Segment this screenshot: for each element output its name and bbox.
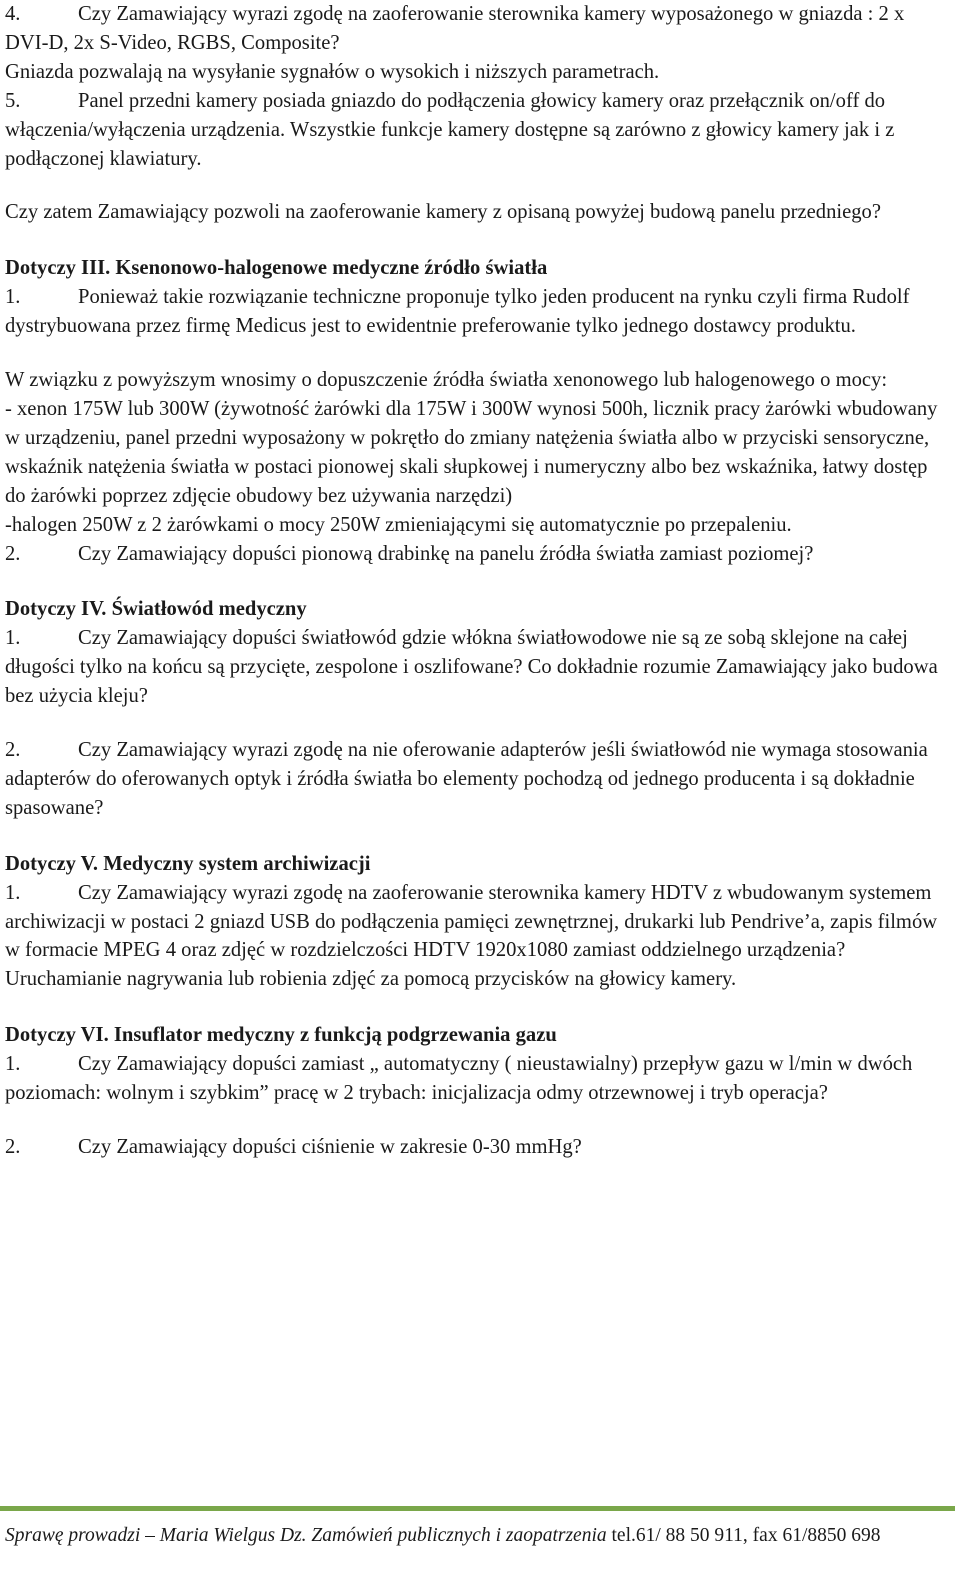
- section-iii-intro-paragraph: W związku z powyższym wnosimy o dopuszczenie źródła światła xenonowego lub halogenowego o mocy:: [5, 369, 888, 392]
- question-number: 1.: [5, 286, 21, 309]
- question-number: 1.: [5, 881, 21, 904]
- section-iv-question-2: [5, 736, 950, 823]
- section-vi-question-1: [5, 1050, 950, 1108]
- question-4-note: Gniazda pozwalają na wysyłanie sygnałów o wysokich i niższych parametrach.: [5, 60, 660, 83]
- question-text: Czy Zamawiający dopuści zamiast „ automatyczny ( nieustawialny) przepływ gazu w l/min w dwóch poziomach: wolnym i szybkim” pracę w 2 trybach: inicjalizacja odmy otrzewnowej i tryb operacja?: [5, 1053, 913, 1105]
- question-5: [5, 87, 950, 174]
- question-text: Ponieważ takie rozwiązanie techniczne proponuje tylko jeden producent na rynku czyli firma Rudolf dystrybuowana przez firmę Medicus jest to ewidentnie preferowanie tylko jednego dostawcy produktu.: [5, 286, 910, 338]
- question-number: 1.: [5, 1053, 21, 1076]
- page-footer: [5, 1523, 950, 1548]
- section-heading-vi: Dotyczy VI. Insuflator medyczny z funkcją podgrzewania gazu: [5, 1024, 557, 1047]
- question-text: Czy Zamawiający dopuści światłowód gdzie włókna światłowodowe nie są ze sobą sklejone na całej długości tylko na końcu są przycięte, zespolone i oszlifowane? Co dokładnie rozumie Zamawiający jako budowa bez użycia kleju?: [5, 627, 938, 708]
- question-4: [5, 0, 950, 58]
- question-text: Czy Zamawiający dopuści pionową drabinkę na panelu źródła światła zamiast poziomej?: [78, 542, 814, 565]
- section-heading-iv: Dotyczy IV. Światłowód medyczny: [5, 598, 307, 621]
- section-iii-halogen-paragraph: -halogen 250W z 2 żarówkami o mocy 250W zmieniającymi się automatycznie po przepaleniu.: [5, 513, 792, 536]
- footer-contact-person: Sprawę prowadzi – Maria Wielgus Dz. Zamówień publicznych i zaopatrzenia: [5, 1525, 607, 1546]
- question-number: 5.: [5, 89, 21, 112]
- question-number: 1.: [5, 627, 21, 650]
- section-iv-question-1: [5, 624, 950, 711]
- section-heading-v: Dotyczy V. Medyczny system archiwizacji: [5, 852, 371, 875]
- footer-divider: [0, 1506, 955, 1511]
- section-heading-iii: Dotyczy III. Ksenonowo-halogenowe medyczne źródło światła: [5, 257, 548, 280]
- section-iii-question-2: [5, 540, 950, 569]
- document-body: [5, 0, 950, 1162]
- question-number: 4.: [5, 3, 21, 25]
- section-vi-question-2: [5, 1133, 950, 1162]
- question-text: Czy Zamawiający dopuści ciśnienie w zakresie 0-30 mmHg?: [78, 1136, 582, 1158]
- section-iii-question-1: [5, 283, 950, 341]
- question-5-followup: Czy zatem Zamawiający pozwoli na zaoferowanie kamery z opisaną powyżej budową panelu przedniego?: [5, 201, 881, 224]
- question-number: 2.: [5, 739, 21, 762]
- question-number: 2.: [5, 542, 21, 565]
- question-text: Czy Zamawiający wyrazi zgodę na zaoferowanie sterownika kamery wyposażonego w gniazda : 2 x DVI-D, 2x S-Video, RGBS, Composite?: [5, 3, 905, 54]
- question-text: Czy Zamawiający wyrazi zgodę na zaoferowanie sterownika kamery HDTV z wbudowanym systemem archiwizacji w postaci 2 gniazd USB do podłączenia pamięci zewnętrznej, drukarki lub Pendrive’a, zapis filmów w formacie MPEG 4 oraz zdjęć w rozdzielczości HDTV 1920x1080 zamiast oddzielnego urządzenia? Uruchamianie nagrywania lub robienia zdjęć za pomocą przycisków na głowicy kamery.: [5, 881, 938, 991]
- footer-phone-fax: tel.61/ 88 50 911, fax 61/8850 698: [611, 1525, 881, 1546]
- question-text: Panel przedni kamery posiada gniazdo do podłączenia głowicy kamery oraz przełącznik on/off do włączenia/wyłączenia urządzenia. Wszystkie funkcje kamery dostępne są zarówno z głowicy kamery jak i z podłączonej klawiatury.: [5, 89, 895, 170]
- section-v-question-1: [5, 879, 950, 995]
- question-number: 2.: [5, 1136, 21, 1158]
- question-text: Czy Zamawiający wyrazi zgodę na nie oferowanie adapterów jeśli światłowód nie wymaga stosowania adapterów do oferowanych optyk i źródła światła bo elementy pochodzą od jednego producenta i są dokładnie spasowane?: [5, 739, 928, 819]
- section-iii-xenon-paragraph: - xenon 175W lub 300W (żywotność żarówki dla 175W i 300W wynosi 500h, licznik pracy żarówki wbudowany w urządzeniu, panel przedni wyposażony w pokrętło do zmiany natężenia światła albo w przyciski sensoryczne, wskaźnik natężenia światła w postaci pionowej skali słupkowej i numeryczny albo bez wskaźnika, łatwy dostęp do żarówki poprzez zdjęcie obudowy bez używania narzędzi): [5, 397, 938, 507]
